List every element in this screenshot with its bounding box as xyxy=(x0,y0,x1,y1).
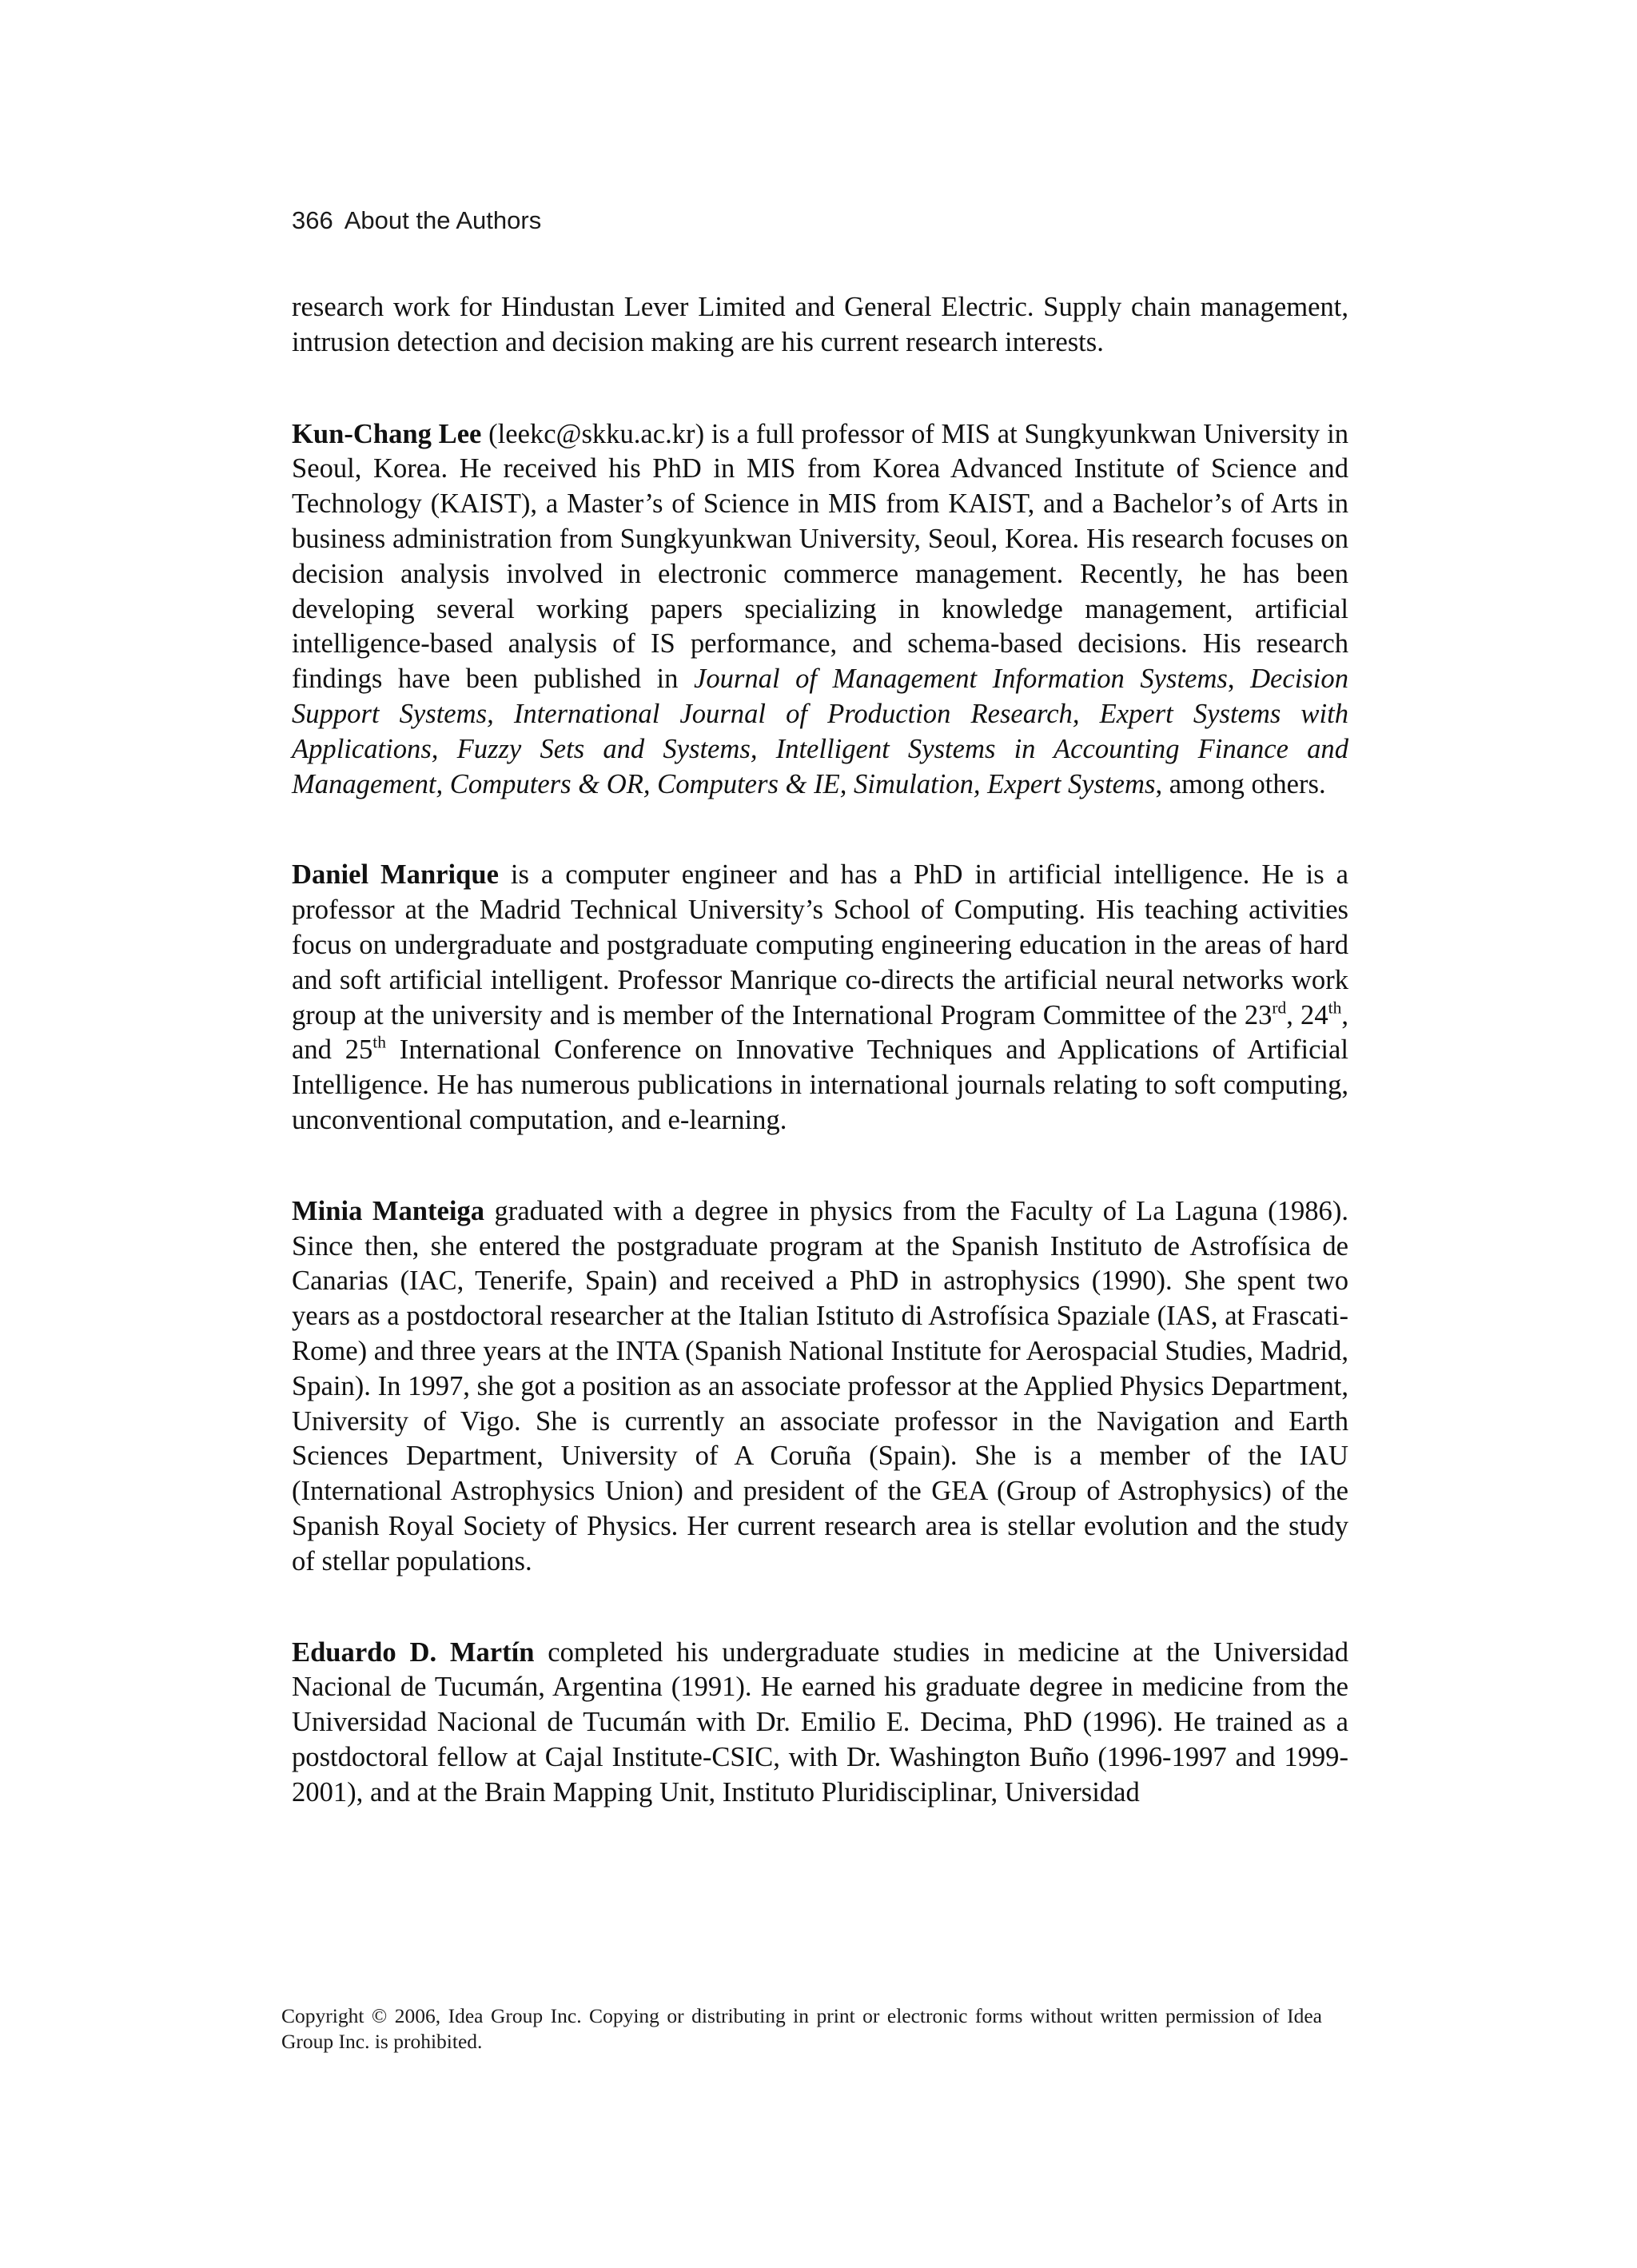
bio-eduardo-martin xyxy=(292,1636,1348,1811)
bio-kun-chang-lee xyxy=(292,417,1348,803)
ordinal-suffix: th xyxy=(1328,998,1342,1018)
author-name: Daniel Manrique xyxy=(292,859,499,891)
bio-text: , and 25 xyxy=(292,999,1348,1066)
separator: , xyxy=(1227,664,1251,695)
copyright-notice: Copyright © 2006, Idea Group Inc. Copying or distributing in print or electronic forms without written permission of Idea Group Inc. is prohibited. xyxy=(281,2004,1322,2053)
header-title: About the Authors xyxy=(344,206,542,234)
page-number: 366 xyxy=(292,206,333,234)
body-text xyxy=(292,290,1348,1810)
running-header xyxy=(292,205,541,237)
bio-text: International Conference on Innovative Techniques and Applications of Artificial Intelligence. He has numerous publications in international journals relating to soft computing, unconventional computation, and e-learning. xyxy=(292,1034,1348,1135)
journal-list: Decision Support Systems, International Journal of Production Research, Expert Systems with Applications, Fuzzy Sets and Systems, Intelligent Systems in Accounting Finance and Management, Computers & OR, Computers & IE, Simulation, Expert Systems xyxy=(292,664,1348,799)
journal-title: Journal of Management Information Systems xyxy=(694,664,1228,695)
bio-text: completed his undergraduate studies in medicine at the Universidad Nacional de Tucumán, Argentina (1991). He earned his graduate degree in medicine from the Universidad Nacional de Tucumán with Dr. Emilio E. Decima, PhD (1996). He trained as a postdoctoral fellow at Cajal Institute-CSIC, with Dr. Washington Buño (1996-1997 and 1999-2001), and at the Brain Mapping Unit, Instituto Pluridisciplinar, Universidad xyxy=(292,1636,1348,1808)
bio-text: graduated with a degree in physics from the Faculty of La Laguna (1986). Since then, she entered the postgraduate program at the Spanish Instituto de Astrofísica de Canarias (IAC, Tenerife, Spain) and received a PhD in astrophysics (1990). She spent two years as a postdoctoral researcher at the Italian Istituto di Astrofísica Spaziale (IAS, at Frascati-Rome) and three years at the INTA (Spanish National Institute for Aerospacial Studies, Madrid, Spain). In 1997, she got a position as an associate professor at the Applied Physics Department, University of Vigo. She is currently an associate professor in the Navigation and Earth Sciences Department, University of A Coruña (Spain). She is a member of the IAU (International Astrophysics Union) and president of the GEA (Group of Astrophysics) of the Spanish Royal Society of Physics. Her current research area is stellar evolution and the study of stellar populations. xyxy=(292,1195,1349,1576)
author-name: Eduardo D. Martín xyxy=(292,1636,535,1668)
ordinal-suffix: th xyxy=(372,1033,386,1053)
bio-text: , 24 xyxy=(1286,999,1328,1030)
ordinal-suffix: rd xyxy=(1272,998,1287,1018)
intro-text: research work for Hindustan Lever Limited and General Electric. Supply chain management, intrusion detection and decision making are his current research interests. xyxy=(292,292,1348,357)
intro-paragraph xyxy=(292,290,1348,361)
author-name: Kun-Chang Lee xyxy=(292,418,482,449)
bio-daniel-manrique xyxy=(292,858,1348,1138)
bio-text: is a computer engineer and has a PhD in artificial intelligence. He is a professor at the Madrid Technical University’s School of Computing. His teaching activities focus on undergraduate and postgraduate computing engineering education in the areas of hard and soft artificial intelligent. Professor Manrique co-directs the artificial neural networks work group at the university and is member of the International Program Committee of the 23 xyxy=(292,859,1348,1030)
bio-text: (leekc@skku.ac.kr) is a full professor of MIS at Sungkyunkwan University in Seoul, Korea. He received his PhD in MIS from Korea Advanced Institute of Science and Technology (KAIST), a Master’s of Science in MIS from KAIST, and a Bachelor’s of Arts in business administration from Sungkyunkwan University, Seoul, Korea. His research focuses on decision analysis involved in electronic commerce management. Recently, he has been developing several working papers specializing in knowledge management, artificial intelligence-based analysis of IS performance, and schema-based decisions. His research findings have been published in xyxy=(292,418,1348,695)
bio-ending: , among others. xyxy=(1155,768,1326,799)
bio-minia-manteiga xyxy=(292,1194,1348,1580)
author-name: Minia Manteiga xyxy=(292,1195,485,1226)
